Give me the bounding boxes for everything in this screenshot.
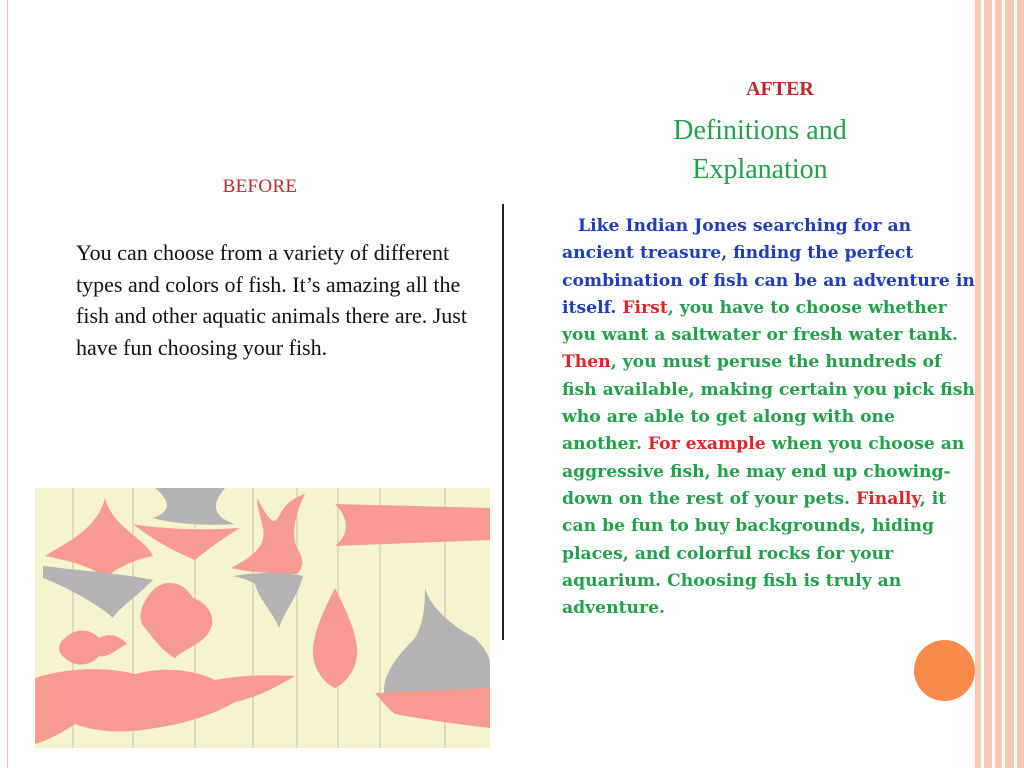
after-paragraph [562, 213, 977, 622]
after-heading: AFTER [746, 78, 814, 100]
orange-circle-decoration [914, 640, 975, 701]
finally-keyword: Finally [856, 488, 920, 509]
example-text: when you choose an aggressive fish, he may end up chowing-down on the rest of your pets. [562, 434, 965, 509]
after-subtitle-line1: Definitions and [673, 115, 847, 146]
first-keyword: First [622, 297, 668, 318]
first-text: , you have to choose whether you want a saltwater or fresh water tank. [562, 297, 958, 346]
intro-text: Like Indian Jones searching for an ancient treasure, finding the perfect combination of fish can be an adventure in itself. [562, 216, 975, 318]
for-example-keyword: For example [647, 434, 766, 455]
fish-illustration [35, 488, 490, 748]
after-subtitle-line2: Explanation [692, 154, 828, 185]
column-divider [502, 204, 504, 640]
left-frame-line [7, 0, 8, 768]
decorative-stripes [975, 0, 1024, 768]
before-paragraph: You can choose from a variety of different types and colors of fish. It’s amazing all the fish and other aquatic animals there are. Just have fun choosing your fish. [76, 240, 467, 360]
after-subtitle [630, 111, 890, 189]
then-text: , you must peruse the hundreds of fish available, making certain you pick fish who are able to get along with one another. [562, 352, 975, 455]
then-keyword: Then [562, 352, 611, 373]
before-heading: BEFORE [222, 176, 298, 197]
finally-text: , it can be fun to buy backgrounds, hiding places, and colorful rocks for your aquarium. Choosing fish is truly an adventure. [562, 488, 947, 619]
